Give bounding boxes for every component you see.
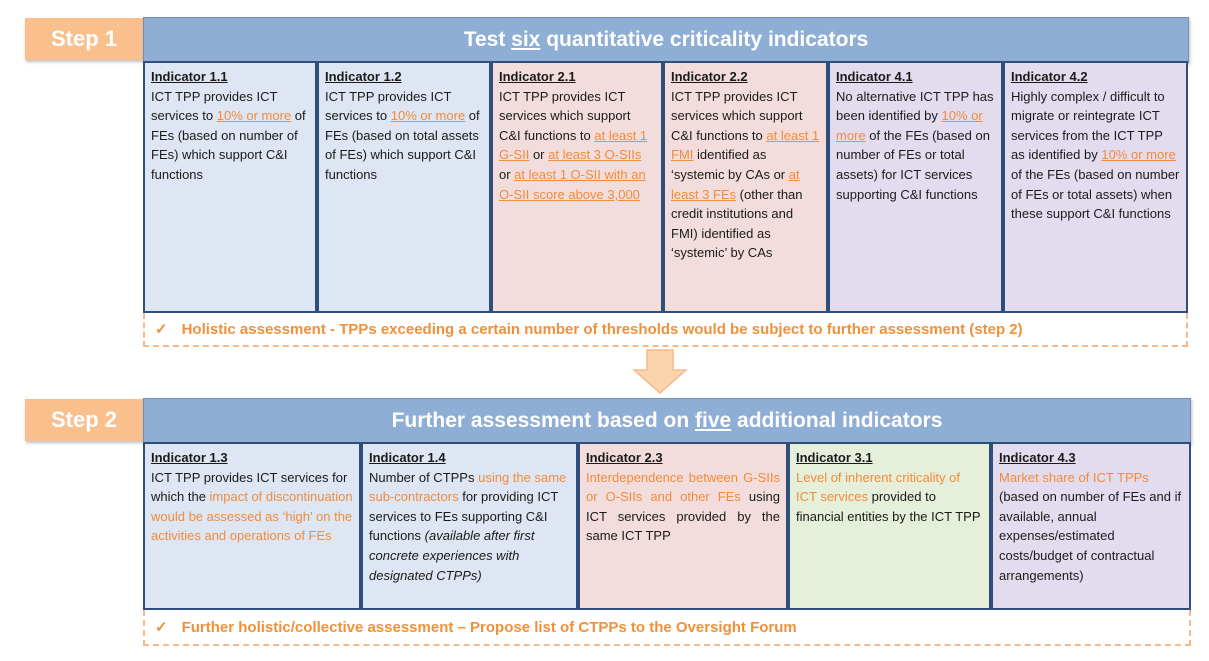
step2-badge-label: Step 2 — [50, 407, 118, 432]
indicator-heading: Indicator 4.1 — [836, 69, 913, 84]
step2-summary-text: Further holistic/collective assessment – Propose list of CTPPs to the Oversight Forum — [181, 618, 797, 636]
indicator-text: (other than credit institutions and FMI) identified as ‘systemic’ by CAs — [671, 186, 803, 261]
indicator-highlight: 10% or more — [836, 108, 983, 143]
indicator-highlight: Level of inherent criticality of ICT services — [796, 469, 961, 505]
indicator-highlight: 10% or more — [1101, 147, 1176, 163]
indicator-text: of FEs (based on total assets of FEs) which support C&I functions — [325, 108, 480, 182]
indicator-highlight: 10% or more — [216, 108, 292, 124]
indicator-heading: Indicator 1.3 — [151, 450, 228, 465]
indicator-1-3-card — [143, 442, 361, 610]
indicator-1-2-card — [317, 61, 491, 313]
step1-badge-label: Step 1 — [50, 26, 118, 51]
step1-title-pre: Test — [463, 28, 512, 51]
indicator-text: or — [499, 166, 515, 182]
step2-title-post: additional indicators — [731, 409, 943, 432]
step1-summary-text: Holistic assessment - TPPs exceeding a certain number of thresholds would be subject to further assessment (step 2) — [181, 320, 1023, 338]
indicator-text: ICT TPP provides ICT services to — [325, 88, 452, 124]
indicator-note: (available after first concrete experiences with designated CTPPs) — [369, 528, 535, 583]
indicator-4-2-card — [1003, 61, 1188, 313]
indicator-text: Number of CTPPs — [369, 469, 479, 485]
indicator-heading: Indicator 3.1 — [796, 450, 873, 465]
step1-title-post: quantitative criticality indicators — [540, 28, 869, 51]
indicator-highlight: at least 1 G-SII — [499, 127, 648, 163]
indicator-text: ICT TPP provides ICT services for which the — [151, 469, 348, 505]
indicator-2-2-card — [663, 61, 828, 313]
indicator-highlight: at least 1 O-SII with an O-SII score above 3,000 — [499, 166, 646, 202]
step1-title-bar — [143, 17, 1189, 63]
step1-badge — [25, 18, 143, 60]
indicator-heading: Indicator 4.3 — [999, 450, 1076, 465]
down-arrow-icon — [632, 349, 688, 395]
step2-title-underlined: five — [695, 409, 732, 432]
step1-summary — [143, 313, 1188, 347]
step1-indicator-row — [143, 61, 1188, 313]
indicator-text: for providing ICT services to FEs supporting C&I functions — [369, 489, 559, 544]
indicator-heading: Indicator 2.1 — [499, 69, 576, 84]
step2-title-pre: Further assessment based on — [391, 409, 696, 432]
indicator-highlight: at least 3 O-SIIs — [548, 147, 642, 163]
indicator-4-1-card — [828, 61, 1003, 313]
indicator-highlight: impact of discontinuation would be assessed as ‘high’ on the activities and operations of FEs — [151, 489, 353, 544]
check-icon: ✓ — [155, 321, 168, 338]
indicator-highlight: at least 1 FMI — [671, 127, 820, 163]
indicator-4-3-card — [991, 442, 1191, 610]
indicator-1-4-card — [361, 442, 578, 610]
step2-summary — [143, 610, 1191, 646]
indicator-highlight: 10% or more — [390, 108, 466, 124]
indicator-heading: Indicator 1.1 — [151, 69, 228, 84]
check-icon: ✓ — [155, 619, 168, 636]
indicator-text: of the FEs (based on number of FEs or total assets) for ICT services supporting C&I functions — [836, 127, 990, 202]
indicator-heading: Indicator 1.4 — [369, 450, 446, 465]
indicator-highlight: Market share of ICT TPPs — [999, 469, 1149, 485]
indicator-text: Highly complex / difficult to migrate or reintegrate ICT services from the ICT TPP as identified by — [1011, 88, 1165, 163]
indicator-text: ICT TPP provides ICT services which support C&I functions to — [671, 88, 803, 143]
indicator-text: No alternative ICT TPP has been identified by — [836, 88, 994, 124]
indicator-text: provided to financial entities by the ICT TPP — [796, 489, 981, 524]
indicator-highlight: at least 3 FEs — [671, 166, 800, 202]
step2-title-bar — [143, 398, 1191, 444]
indicator-2-3-card — [578, 442, 788, 610]
indicator-text: using ICT services provided by the same ICT TPP — [586, 489, 780, 544]
indicator-heading: Indicator 2.3 — [586, 450, 663, 465]
indicator-heading: Indicator 1.2 — [325, 69, 402, 84]
indicator-text: (based on number of FEs and if available, annual expenses/estimated costs/budget of contractual arrangements) — [999, 489, 1182, 583]
step1-title-underlined: six — [511, 28, 541, 51]
indicator-text: ICT TPP provides ICT services which support C&I functions to — [499, 88, 631, 143]
indicator-1-1-card — [143, 61, 317, 313]
indicator-text: or — [529, 147, 549, 163]
indicator-3-1-card — [788, 442, 991, 610]
step2-badge — [25, 399, 143, 441]
indicator-text: of FEs (based on number of FEs) which support C&I functions — [151, 108, 306, 182]
indicator-highlight: using the same sub-contractors — [369, 469, 567, 505]
indicator-text: ICT TPP provides ICT services to — [151, 88, 278, 124]
indicator-2-1-card — [491, 61, 663, 313]
indicator-text: identified as ‘systemic by CAs or — [671, 147, 789, 182]
indicator-text: of the FEs (based on number of FEs or total assets) when these support C&I functions — [1011, 166, 1180, 222]
indicator-highlight: Interdependence between G-SIIs or O-SIIs and other FEs — [586, 469, 780, 505]
indicator-heading: Indicator 4.2 — [1011, 69, 1088, 84]
indicator-heading: Indicator 2.2 — [671, 69, 748, 84]
step2-indicator-row — [143, 442, 1191, 610]
